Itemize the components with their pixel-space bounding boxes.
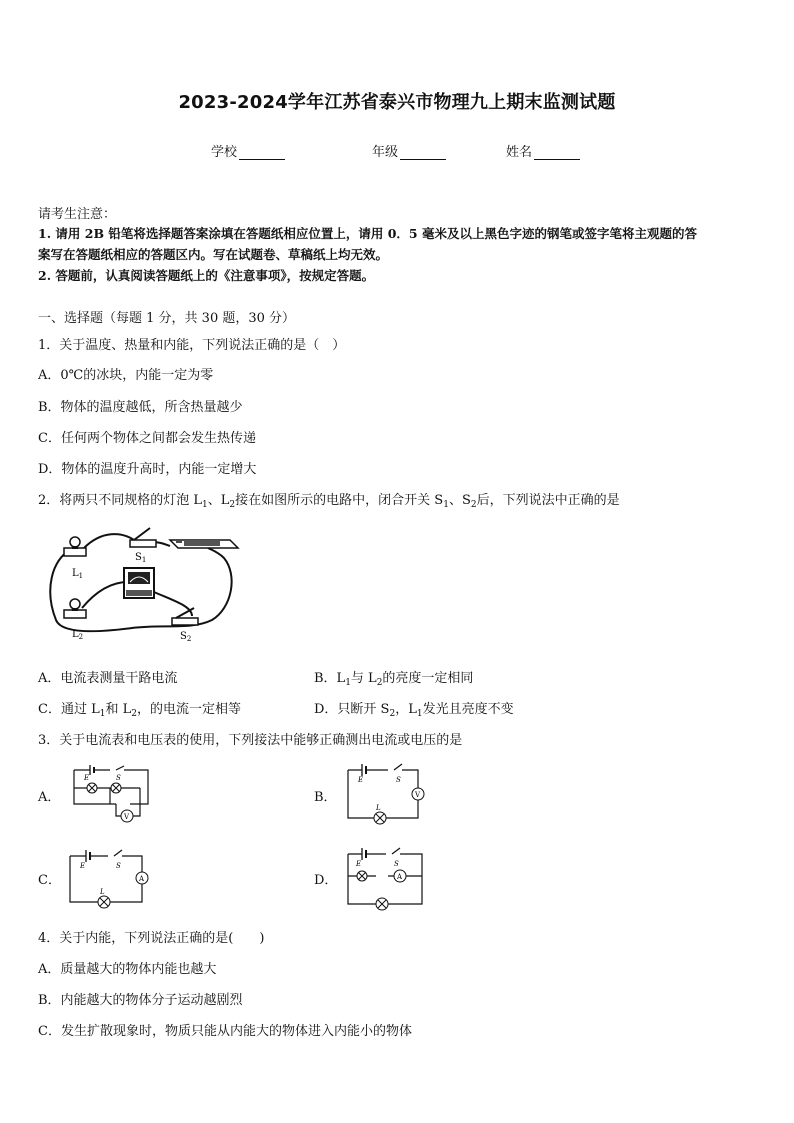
q2-d-sub2: 1 <box>416 709 423 719</box>
q2-d-part1: D．只断开 S <box>314 702 390 717</box>
ammeter-label: A <box>139 875 145 883</box>
page-title: 2023-2024学年江苏省泰兴市物理九上期末监测试题 <box>178 92 616 113</box>
q4-option-b: B．内能越大的物体分子运动越剧烈 <box>38 993 243 1008</box>
school-label: 学校 <box>211 145 238 160</box>
label-s1: $S_1$ <box>135 552 147 564</box>
q3-option-a-label: A． <box>38 790 61 805</box>
q2-stem <box>38 489 620 510</box>
q2-stem-b: 、L <box>207 493 230 508</box>
label-e: E <box>358 776 364 784</box>
label-s: S <box>396 776 401 784</box>
q1-stem: 1．关于温度、热量和内能，下列说法正确的是（ ） <box>38 338 346 353</box>
q1-option-b: B．物体的温度越低，所含热量越少 <box>38 400 243 415</box>
notice-item1-line2: 案写在答题纸相应的答题区内。写在试题卷、草稿纸上均无效。 <box>38 247 389 262</box>
q2-b-part3: 的亮度一定相同 <box>382 671 474 686</box>
q2-option-a: A．电流表测量干路电流 <box>38 671 178 686</box>
s1-switch-icon <box>130 528 156 547</box>
q2-c-sub1: 1 <box>99 709 106 719</box>
q3-circuit-b <box>344 760 430 826</box>
label-s2: $S_2$ <box>180 631 192 643</box>
grade-field[interactable] <box>372 141 446 160</box>
q1-option-d: D．物体的温度升高时，内能一定增大 <box>38 462 257 477</box>
q2-d-part2: ，L <box>395 702 417 717</box>
school-field[interactable] <box>211 141 285 160</box>
q2-circuit-figure <box>42 520 242 645</box>
q3-circuit-a <box>70 762 152 824</box>
name-blank[interactable] <box>534 147 580 160</box>
name-label: 姓名 <box>506 145 533 160</box>
label-e: E <box>80 862 86 870</box>
notice-item2: 2. 答题前，认真阅读答题纸上的《注意事项》，按规定答题。 <box>38 268 375 283</box>
q2-stem-sub-l1: 1 <box>202 500 208 510</box>
q2-c-part2: 和 L <box>105 702 132 717</box>
q4-option-a: A．质量越大的物体内能也越大 <box>38 962 217 977</box>
q2-stem-e: 后，下列说法中正确的是 <box>476 493 620 508</box>
label-l2: $L_2$ <box>72 629 84 641</box>
q4-stem: 4．关于内能，下列说法正确的是( ) <box>38 931 265 946</box>
l1-lamp-icon <box>64 537 86 556</box>
q2-b-sub2: 2 <box>376 678 383 688</box>
q2-option-d <box>314 698 514 719</box>
s2-switch-icon <box>172 608 198 625</box>
q2-c-part1: C．通过 L <box>38 702 100 717</box>
name-field[interactable] <box>506 141 580 160</box>
q2-stem-sub-s2: 2 <box>470 500 477 510</box>
q3-option-d-label: D． <box>314 873 338 888</box>
q3-option-c-label: C． <box>38 873 61 888</box>
q3-stem: 3．关于电流表和电压表的使用，下列接法中能够正确测出电流或电压的是 <box>38 733 463 748</box>
q2-stem-c: 接在如图所示的电路中，闭合开关 S <box>235 493 444 508</box>
q2-d-sub1: 2 <box>389 709 396 719</box>
notice-heading: 请考生注意： <box>38 207 117 222</box>
battery-icon <box>170 540 238 548</box>
voltmeter-label: V <box>415 791 421 799</box>
voltmeter-label: V <box>124 813 130 821</box>
q2-stem-sub-s1: 1 <box>443 500 449 510</box>
label-l: L <box>376 804 381 812</box>
q2-option-b <box>314 667 473 688</box>
q2-c-sub2: 2 <box>131 709 137 719</box>
q2-stem-a: 2．将两只不同规格的灯泡 L <box>38 493 203 508</box>
q1-option-a: A．0℃的冰块，内能一定为零 <box>38 368 214 383</box>
label-s: S <box>394 860 399 868</box>
q2-b-sub1: 1 <box>345 678 351 688</box>
ammeter-icon <box>124 568 154 598</box>
q2-stem-d: 、S <box>448 493 471 508</box>
label-e: E <box>84 774 90 782</box>
ammeter-label: A <box>397 873 403 881</box>
school-blank[interactable] <box>239 147 285 160</box>
q3-circuit-d <box>344 846 430 914</box>
label-l1: $L_1$ <box>72 568 84 580</box>
label-s: S <box>116 862 121 870</box>
q3-circuit-c <box>66 846 154 910</box>
label-s: S <box>116 774 121 782</box>
q1-option-c: C．任何两个物体之间都会发生热传递 <box>38 431 256 446</box>
q3-option-b-label: B． <box>314 790 337 805</box>
q2-d-part3: 发光且亮度不变 <box>422 702 514 717</box>
q2-b-part1: B．L <box>314 671 346 686</box>
q2-option-c <box>38 698 241 719</box>
grade-label: 年级 <box>372 145 399 160</box>
section-heading: 一、选择题（每题 1 分，共 30 题，30 分） <box>38 311 296 326</box>
notice-item1-line1: 1. 请用 2B 铅笔将选择题答案涂填在答题纸相应位置上，请用 0．5 毫米及以上黑色字迹的钢笔或签字笔将主观题的答 <box>38 226 697 241</box>
label-e: E <box>356 860 362 868</box>
q2-stem-sub-l2: 2 <box>229 500 236 510</box>
grade-blank[interactable] <box>400 147 446 160</box>
q2-c-part3: ，的电流一定相等 <box>136 702 241 717</box>
q4-option-c: C．发生扩散现象时，物质只能从内能大的物体进入内能小的物体 <box>38 1024 412 1039</box>
label-l: L <box>100 888 105 896</box>
q2-b-part2: 与 L <box>350 671 377 686</box>
